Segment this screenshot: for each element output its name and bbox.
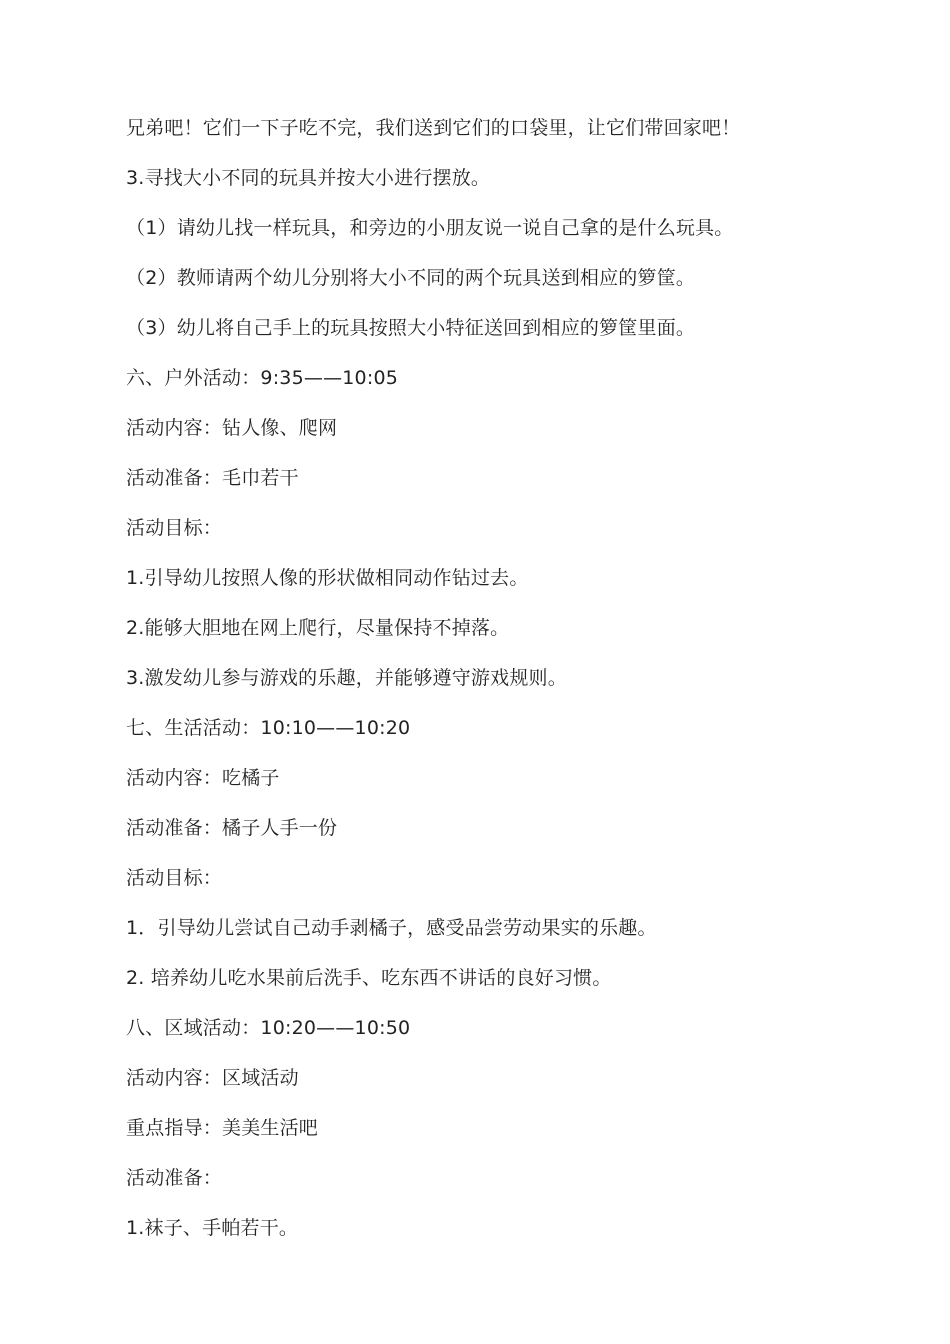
- paragraph-line: （2）教师请两个幼儿分别将大小不同的两个玩具送到相应的箩筐。: [126, 267, 696, 289]
- document-body: [126, 108, 846, 1258]
- paragraph-line: （1）请幼儿找一样玩具，和旁边的小朋友说一说自己拿的是什么玩具。: [126, 217, 734, 239]
- paragraph-line: 活动内容：区域活动: [126, 1067, 299, 1089]
- section-heading: 八、区域活动：10:20——10:50: [126, 1017, 411, 1039]
- paragraph-line: 重点指导：美美生活吧: [126, 1117, 319, 1139]
- paragraph-line: 1．引导幼儿尝试自己动手剥橘子，感受品尝劳动果实的乐趣。: [126, 917, 657, 939]
- paragraph-line: 活动准备：橘子人手一份: [126, 817, 338, 839]
- paragraph-line: 活动目标：: [126, 867, 223, 889]
- section-heading: 六、户外活动：9:35——10:05: [126, 367, 399, 389]
- paragraph-line: 2. 培养幼儿吃水果前后洗手、吃东西不讲话的良好习惯。: [126, 967, 612, 989]
- section-heading: 七、生活活动：10:10——10:20: [126, 717, 411, 739]
- paragraph-line: 活动内容：吃橘子: [126, 767, 280, 789]
- paragraph-line: 3.寻找大小不同的玩具并按大小进行摆放。: [126, 167, 491, 189]
- paragraph-line: 活动内容：钻人像、爬网: [126, 417, 338, 439]
- paragraph-line: 活动目标：: [126, 517, 223, 539]
- paragraph-line: （3）幼儿将自己手上的玩具按照大小特征送回到相应的箩筐里面。: [126, 317, 696, 339]
- paragraph-line: 3.激发幼儿参与游戏的乐趣，并能够遵守游戏规则。: [126, 667, 567, 689]
- paragraph-line: 活动准备：毛巾若干: [126, 467, 299, 489]
- paragraph-line: 1.引导幼儿按照人像的形状做相同动作钻过去。: [126, 567, 529, 589]
- paragraph-line: 活动准备：: [126, 1167, 223, 1189]
- paragraph-line: 兄弟吧！它们一下子吃不完，我们送到它们的口袋里，让它们带回家吧！: [126, 117, 741, 139]
- paragraph-line: 2.能够大胆地在网上爬行，尽量保持不掉落。: [126, 617, 510, 639]
- paragraph-line: 1.袜子、手帕若干。: [126, 1217, 299, 1239]
